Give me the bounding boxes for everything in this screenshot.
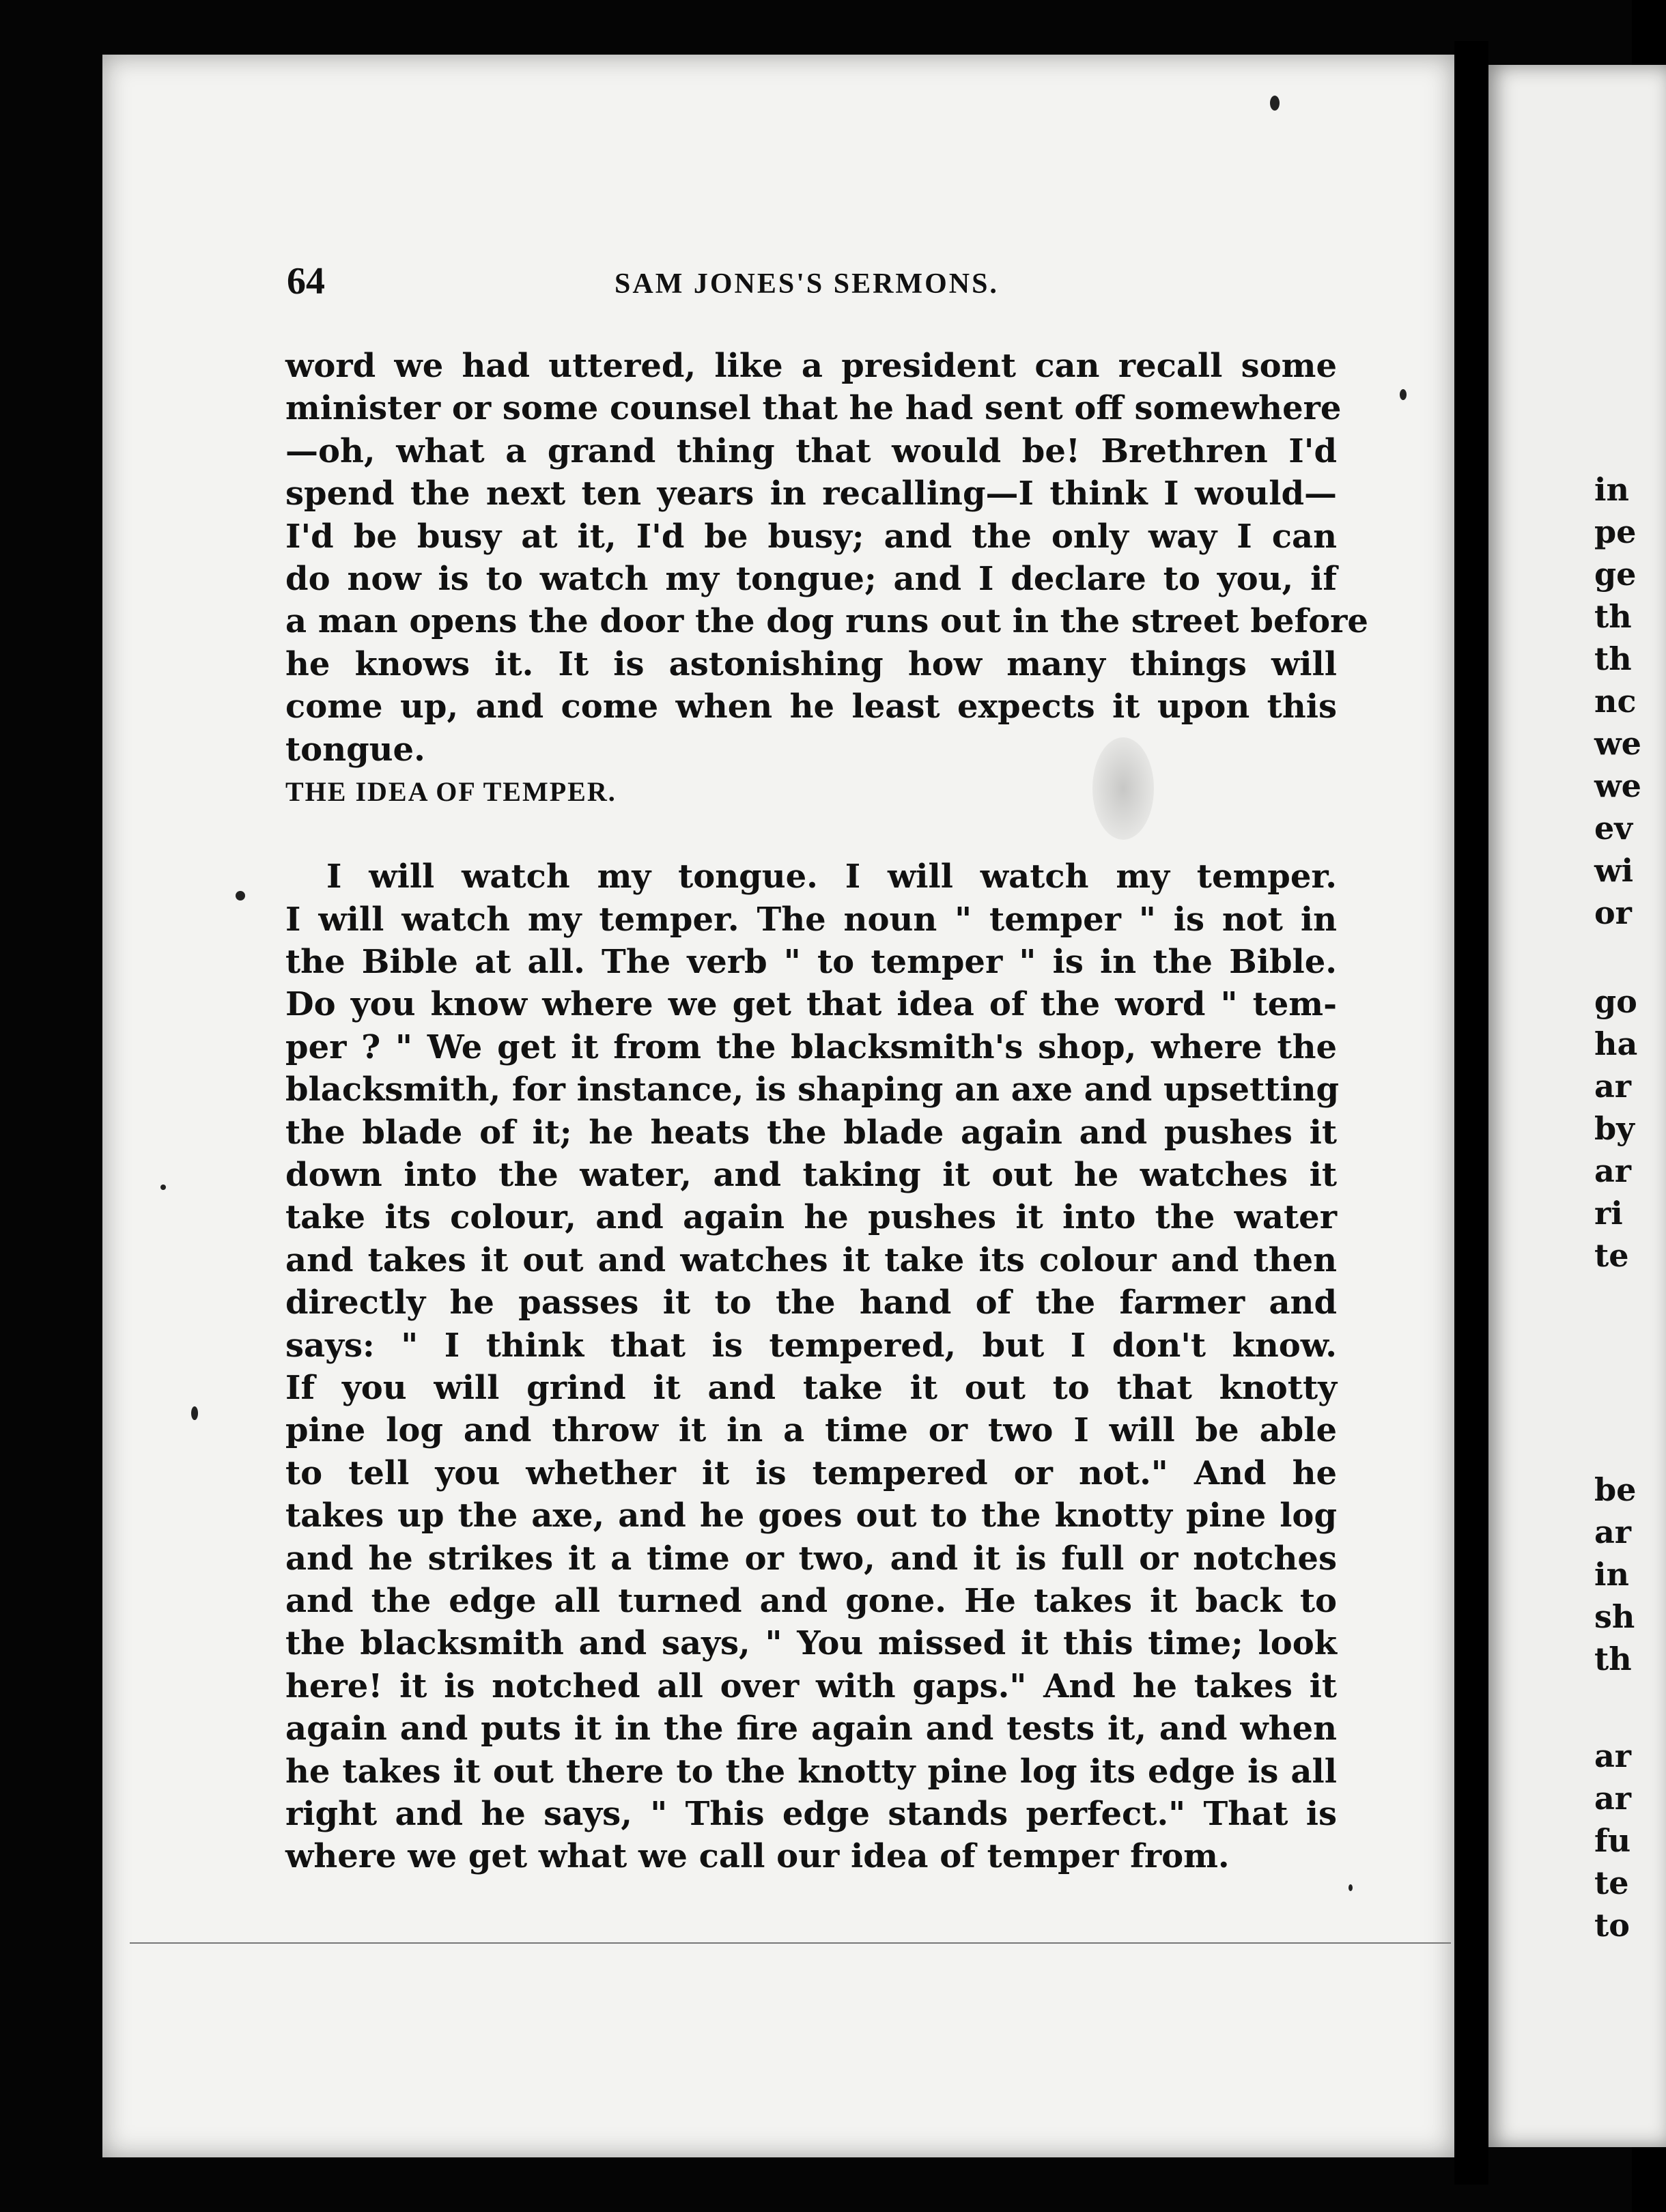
facing-fragment: ar — [1594, 1152, 1632, 1189]
paragraph-1 — [285, 345, 1368, 771]
facing-fragment: ha — [1594, 1025, 1638, 1062]
text-line: and he strikes it a time or two, and it is full or notches — [285, 1539, 1337, 1578]
facing-fragment: be — [1594, 1471, 1637, 1508]
facing-fragment: th — [1594, 640, 1632, 677]
text-line: word we had uttered, like a president can recall some — [285, 347, 1337, 385]
running-title: SAM JONES'S SERMONS. — [615, 268, 999, 300]
facing-fragment: ar — [1594, 1068, 1632, 1105]
text-line: he takes it out there to the knotty pine log its edge is all — [285, 1752, 1337, 1791]
facing-fragment: ar — [1594, 1738, 1632, 1774]
scan-speck — [191, 1406, 198, 1420]
scan-speck — [1270, 96, 1280, 111]
facing-fragment: in — [1594, 1556, 1629, 1593]
text-line: here! it is notched all over with gaps." And he takes it — [285, 1667, 1337, 1705]
scan-speck — [1400, 389, 1407, 400]
page-number: 64 — [287, 260, 325, 302]
scan-speck — [236, 891, 245, 901]
facing-page-text — [1478, 0, 1656, 2212]
text-line: a man opens the door the dog runs out in the street before — [285, 602, 1368, 641]
text-line: tongue. — [285, 730, 425, 769]
facing-fragment: we — [1594, 767, 1641, 804]
text-line: right and he says, " This edge stands perfect." That is — [285, 1794, 1337, 1833]
text-line: pine log and throw it in a time or two I will be able — [285, 1411, 1337, 1450]
text-line: come up, and come when he least expects it upon this — [285, 687, 1337, 726]
facing-fragment: we — [1594, 725, 1641, 762]
scan-speck — [160, 1185, 166, 1190]
text-line: and takes it out and watches it take its colour and then — [285, 1240, 1337, 1279]
text-line: he knows it. It is astonishing how many things will — [285, 644, 1337, 683]
text-line: spend the next ten years in recalling—I think I would— — [285, 474, 1337, 513]
section-heading: THE IDEA OF TEMPER. — [285, 776, 617, 807]
facing-fragment: ri — [1594, 1195, 1623, 1232]
text-line: I will watch my temper. The noun " temper " is not in — [285, 900, 1337, 939]
page-header — [287, 259, 1352, 307]
text-line: takes up the axe, and he goes out to the knotty pine log — [285, 1497, 1337, 1535]
text-line: again and puts it in the fire again and tests it, and when — [285, 1710, 1337, 1748]
facing-fragment: th — [1594, 1641, 1632, 1677]
text-line: the blade of it; he heats the blade again and pushes it — [285, 1113, 1337, 1152]
scan-speck — [1349, 1884, 1353, 1891]
text-line: —oh, what a grand thing that would be! Brethren I'd — [285, 431, 1337, 470]
paragraph-2 — [285, 855, 1340, 1877]
facing-fragment: wi — [1594, 852, 1634, 889]
facing-fragment: by — [1594, 1110, 1635, 1147]
facing-fragment: ev — [1594, 810, 1633, 847]
facing-fragment: ar — [1594, 1780, 1632, 1817]
facing-fragment: th — [1594, 598, 1632, 635]
page-bottom-rule — [130, 1942, 1451, 1944]
text-line: If you will grind it and take it out to that knotty — [285, 1368, 1337, 1407]
text-line: Do you know where we get that idea of the word " tem- — [285, 985, 1337, 1024]
facing-fragment: te — [1594, 1864, 1629, 1901]
facing-fragment: pe — [1594, 513, 1637, 550]
text-line: do now is to watch my tongue; and I declare to you, if — [285, 559, 1337, 598]
text-line: directly he passes it to the hand of the farmer and — [285, 1284, 1337, 1322]
text-line: where we get what we call our idea of temper from. — [285, 1837, 1230, 1876]
facing-fragment: te — [1594, 1237, 1629, 1274]
facing-fragment: ar — [1594, 1514, 1632, 1550]
page-body — [285, 345, 1368, 1878]
facing-fragment: ge — [1594, 556, 1637, 593]
facing-fragment: fu — [1594, 1822, 1631, 1859]
facing-fragment: to — [1594, 1907, 1630, 1944]
facing-fragment: in — [1594, 471, 1629, 508]
facing-fragment: sh — [1594, 1598, 1635, 1635]
text-line: and the edge all turned and gone. He takes it back to — [285, 1581, 1337, 1620]
facing-fragment: or — [1594, 894, 1632, 931]
text-line: per ? " We get it from the blacksmith's shop, where the — [285, 1027, 1337, 1066]
text-line: the Bible at all. The verb " to temper " is in the Bible. — [285, 943, 1337, 982]
text-line: blacksmith, for instance, is shaping an axe and upsetting — [285, 1070, 1340, 1109]
text-line: to tell you whether it is tempered or not." And he — [285, 1454, 1337, 1492]
text-line: minister or some counsel that he had sent off somewhere — [285, 389, 1342, 428]
facing-fragment: nc — [1594, 683, 1637, 720]
text-line: down into the water, and taking it out he watches it — [285, 1156, 1337, 1195]
text-line: says: " I think that is tempered, but I don't know. — [285, 1326, 1337, 1365]
text-line: the blacksmith and says, " You missed it this time; look — [285, 1624, 1337, 1663]
text-line: take its colour, and again he pushes it into the water — [285, 1198, 1337, 1237]
facing-fragment: go — [1594, 983, 1637, 1020]
text-line: I'd be busy at it, I'd be busy; and the only way I can — [285, 517, 1337, 556]
text-line: I will watch my tongue. I will watch my temper. — [326, 857, 1337, 896]
